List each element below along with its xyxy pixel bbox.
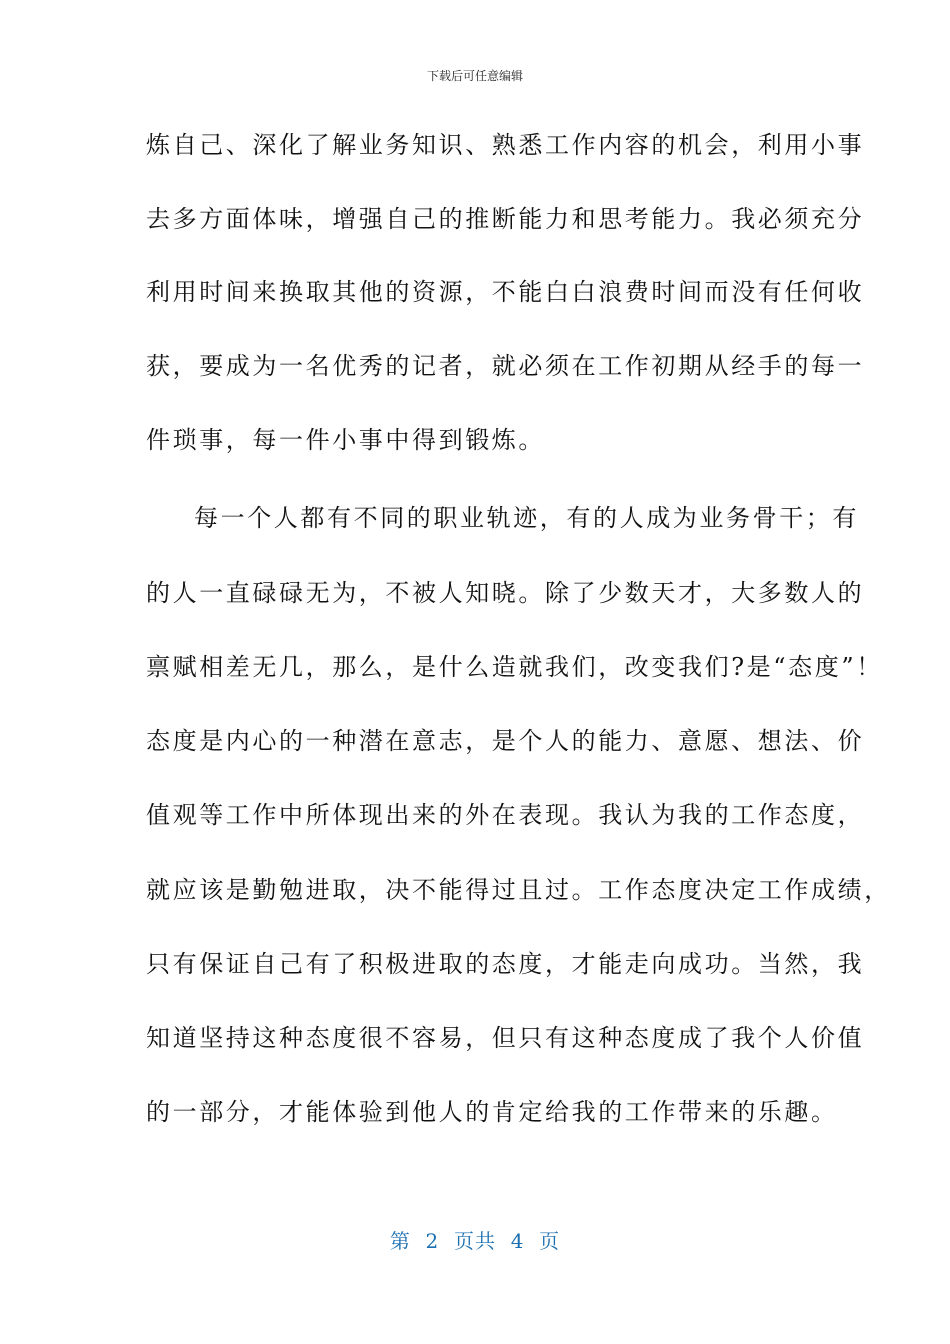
text-line: 禀赋相差无几，那么，是什么造就我们，改变我们?是“态度”！: [146, 653, 883, 681]
text-line: 值观等工作中所体现出来的外在表现。我认为我的工作态度，: [146, 801, 865, 829]
text-line: 知道坚持这种态度很不容易，但只有这种态度成了我个人价值: [146, 1024, 865, 1052]
text-line: 的一部分，才能体验到他人的肯定给我的工作带来的乐趣。: [146, 1098, 838, 1126]
text-line: 获，要成为一名优秀的记者，就必须在工作初期从经手的每一: [146, 352, 865, 380]
page-footer: 第 2 页共 4 页: [389, 1229, 561, 1253]
paragraph-first-line: 每一个人都有不同的职业轨迹，有的人成为业务骨干；有: [194, 504, 859, 532]
text-line: 的人一直碌碌无为，不被人知晓。除了少数天才，大多数人的: [146, 579, 865, 607]
text-line: 就应该是勤勉进取，决不能得过且过。工作态度决定工作成绩，: [146, 876, 891, 904]
text-line: 利用时间来换取其他的资源，不能白白浪费时间而没有任何收: [146, 278, 865, 306]
text-line: 件琐事，每一件小事中得到锻炼。: [146, 426, 545, 454]
page-header: 下载后可任意编辑: [426, 69, 523, 83]
text-line: 只有保证自己有了积极进取的态度，才能走向成功。当然，我: [146, 950, 865, 978]
text-line: 态度是内心的一种潜在意志，是个人的能力、意愿、想法、价: [146, 727, 865, 755]
text-line: 去多方面体味，增强自己的推断能力和思考能力。我必须充分: [146, 205, 865, 233]
text-line: 炼自己、深化了解业务知识、熟悉工作内容的机会，利用小事: [146, 131, 865, 159]
